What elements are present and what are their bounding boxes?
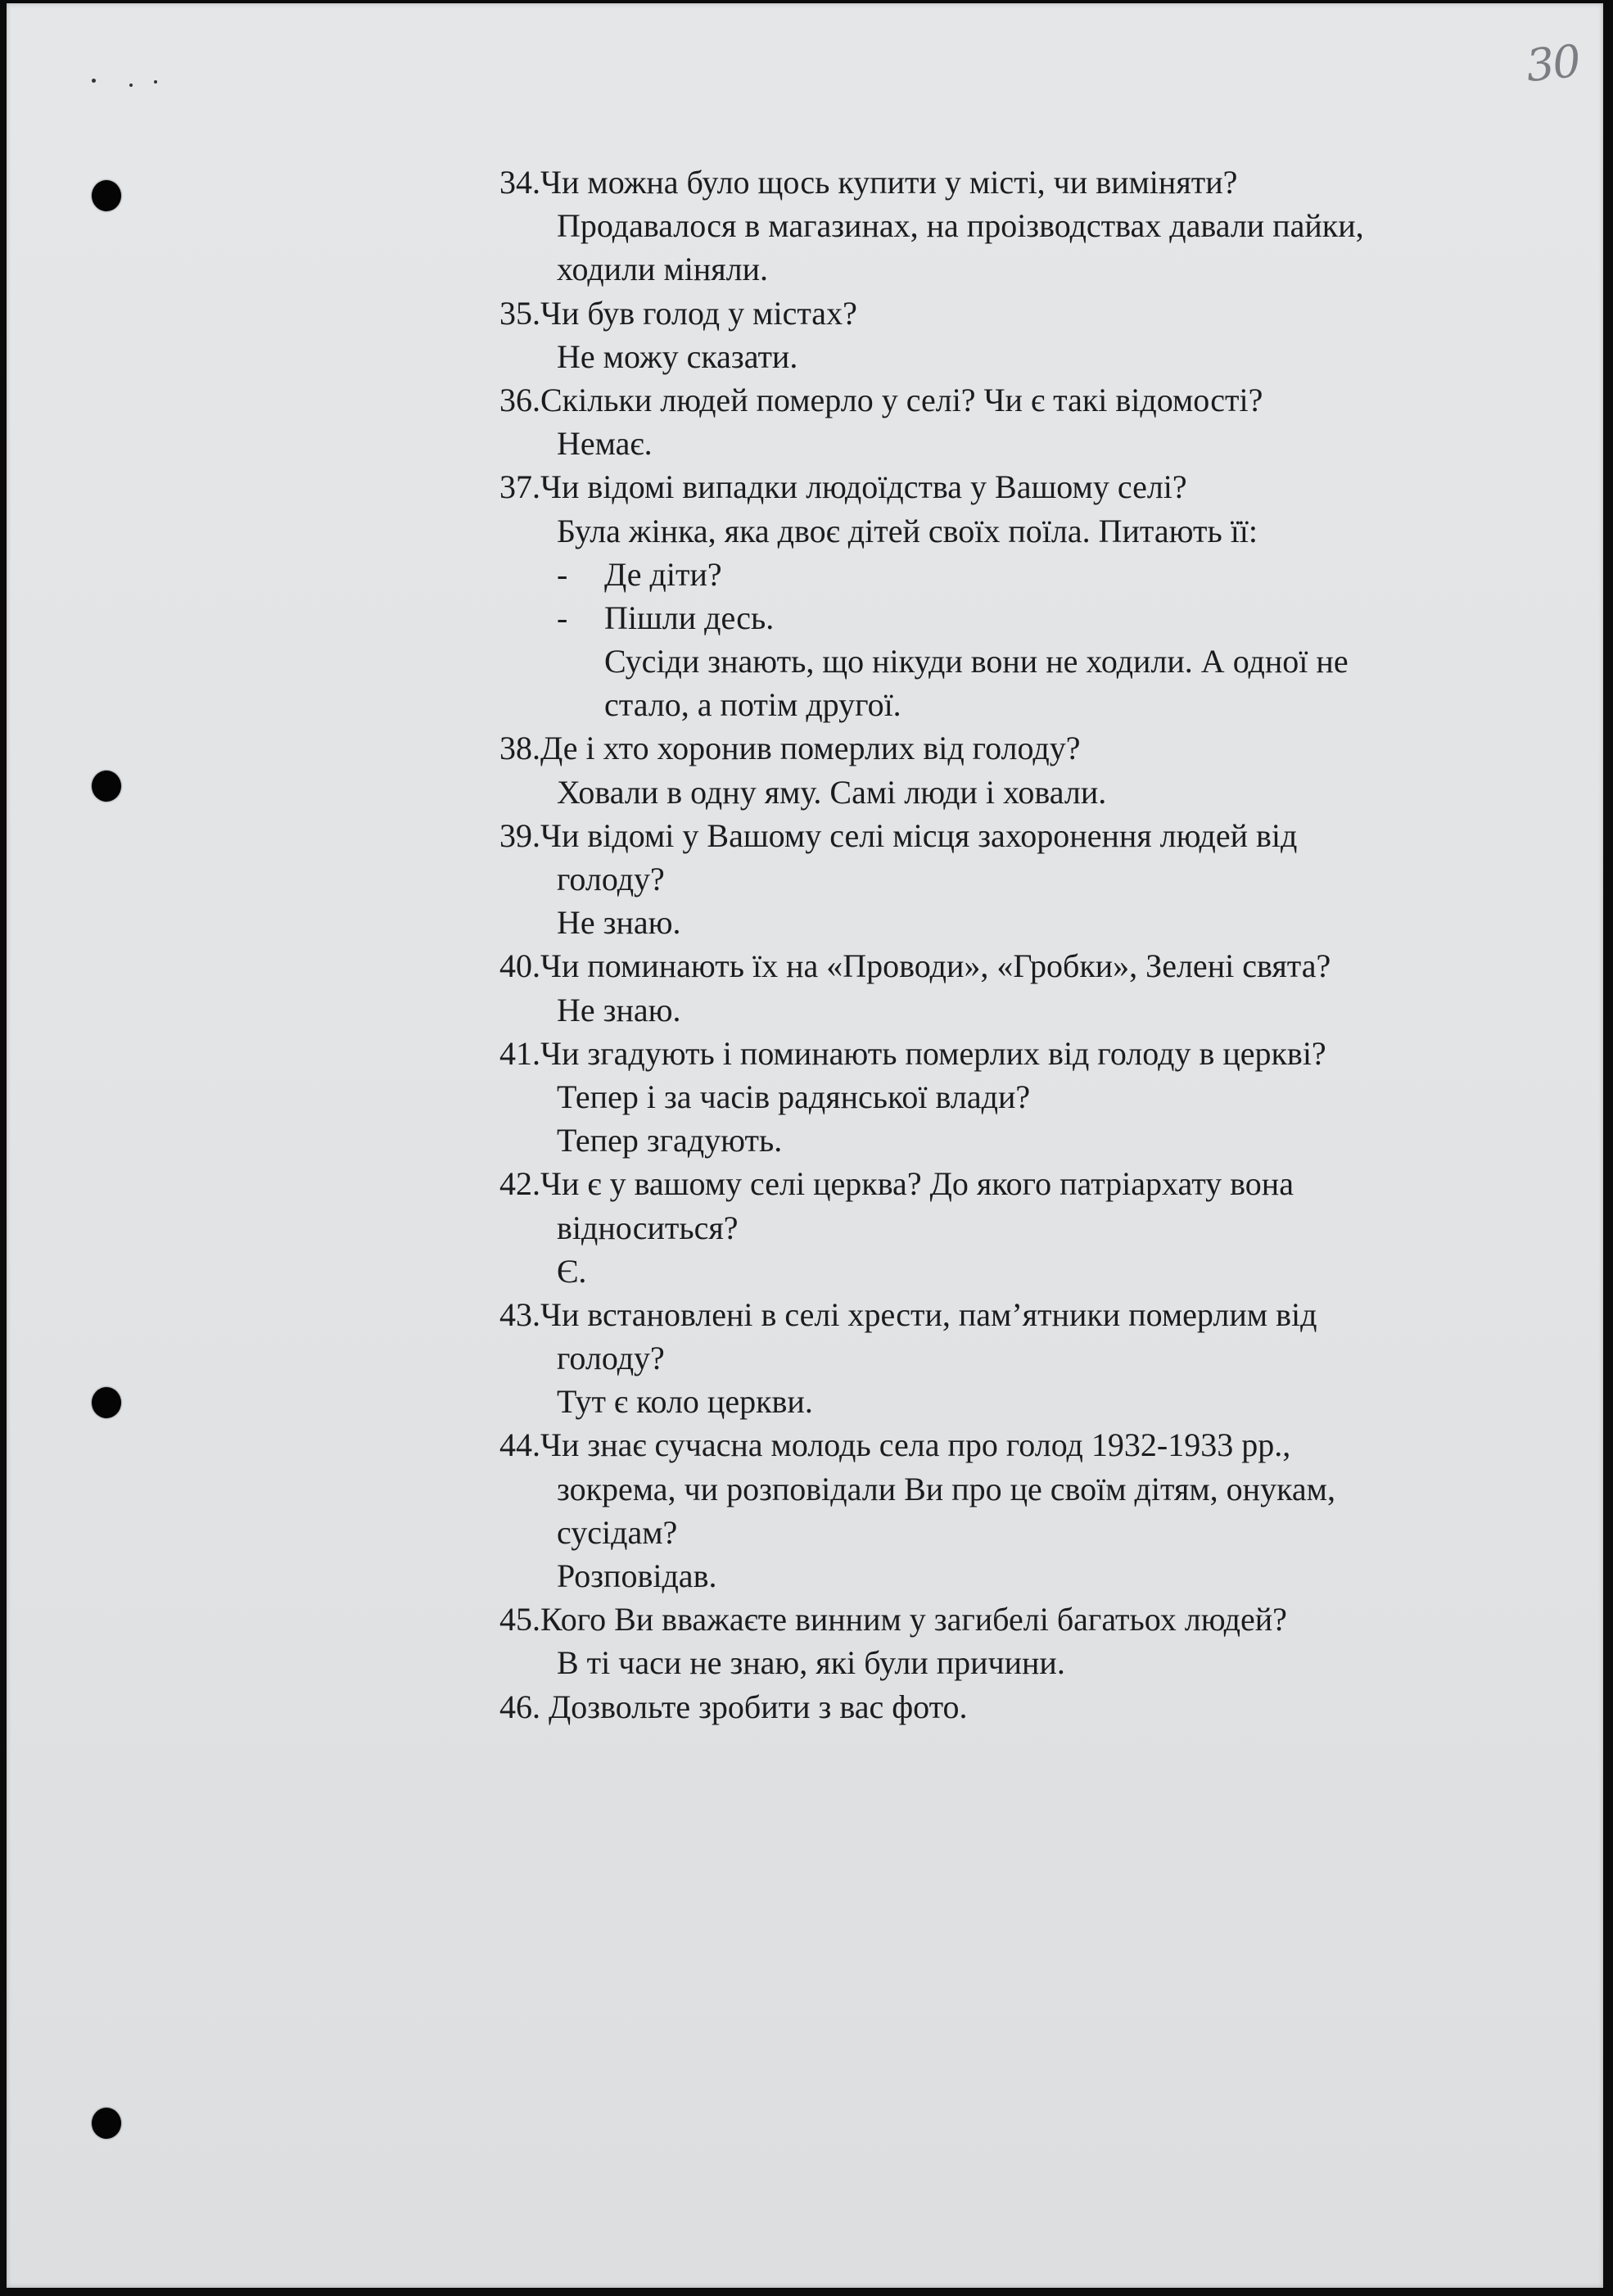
line-text: Де діти?	[604, 555, 722, 593]
answer-line	[499, 1467, 1564, 1511]
line-text: відноситься?	[557, 1209, 739, 1246]
line-text: Чи встановлені в селі хрести, пам’ятники померлим від	[540, 1295, 1317, 1333]
answer-line	[499, 1119, 1564, 1162]
line-text: Продавалося в магазинах, на проізводствах давали пайки,	[557, 207, 1364, 245]
line-text: Скільки людей померло у селі? Чи є такі відомості?	[540, 381, 1263, 418]
line-text: ходили міняли.	[557, 251, 769, 288]
question-number: 37.	[499, 468, 540, 506]
line-text: Де і хто хоронив померлих від голоду?	[540, 730, 1081, 767]
question-line	[499, 378, 1564, 422]
question-line	[499, 1162, 1564, 1205]
line-text: Не можу сказати.	[557, 337, 798, 375]
question-line	[499, 465, 1564, 508]
line-text: Розповідав.	[557, 1557, 717, 1594]
question-number: 44.	[499, 1426, 540, 1464]
question-line	[499, 1293, 1564, 1336]
answer-line	[499, 1380, 1564, 1423]
answer-line	[499, 1336, 1564, 1380]
line-text: Не знаю.	[557, 991, 681, 1028]
dialogue-line	[499, 596, 1564, 640]
punch-hole	[92, 180, 121, 211]
question-number: 34.	[499, 164, 540, 201]
answer-line	[499, 204, 1564, 247]
question-number: 38.	[499, 730, 540, 767]
punch-hole	[92, 771, 121, 802]
punch-hole	[92, 2108, 121, 2139]
narrative-line	[499, 683, 1564, 726]
line-text: Тут є коло церкви.	[557, 1383, 813, 1421]
line-text: зокрема, чи розповідали Ви про це своїм дітям, онукам,	[557, 1470, 1335, 1507]
question-line	[499, 726, 1564, 770]
answer-line	[499, 1554, 1564, 1598]
question-number: 42.	[499, 1165, 540, 1203]
answer-line	[499, 1641, 1564, 1684]
answer-line	[499, 1075, 1564, 1119]
question-number: 41.	[499, 1034, 540, 1072]
line-text: Чи відомі випадки людоїдства у Вашому селі?	[540, 468, 1187, 506]
line-text: голоду?	[557, 1340, 665, 1377]
dialogue-dash: -	[557, 555, 568, 593]
line-text: Пішли десь.	[604, 599, 775, 636]
answer-line	[499, 422, 1564, 465]
question-number: 40.	[499, 947, 540, 985]
answer-line	[499, 771, 1564, 814]
question-number: 45.	[499, 1601, 540, 1638]
answer-line	[499, 988, 1564, 1032]
question-number: 43.	[499, 1295, 540, 1333]
handwritten-page-number: 30	[1523, 34, 1582, 93]
ink-speck	[129, 84, 133, 87]
line-text: В ті часи не знаю, які були причини.	[557, 1644, 1065, 1682]
dialogue-dash: -	[557, 599, 568, 636]
question-number: 36.	[499, 381, 540, 418]
answer-line	[499, 509, 1564, 553]
question-line	[499, 1685, 1564, 1729]
ink-speck	[154, 80, 157, 84]
line-text: Чи поминають їх на «Проводи», «Гробки», Зелені свята?	[540, 947, 1331, 985]
question-line	[499, 1423, 1564, 1467]
line-text: Дозвольте зробити з вас фото.	[540, 1688, 968, 1725]
line-text: Є.	[557, 1252, 587, 1290]
question-line	[499, 292, 1564, 335]
answer-line	[499, 247, 1564, 291]
line-text: Чи можна було щось купити у місті, чи виміняти?	[540, 164, 1238, 201]
narrative-line	[499, 640, 1564, 683]
ink-speck	[92, 79, 96, 83]
line-text: Сусіди знають, що нікуди вони не ходили. А одної не	[604, 643, 1349, 680]
dialogue-line	[499, 553, 1564, 596]
line-text: Чи був голод у містах?	[540, 294, 857, 332]
question-line	[499, 944, 1564, 988]
question-number: 35.	[499, 294, 540, 332]
line-text: Чи відомі у Вашому селі місця захоронення людей від	[540, 816, 1298, 854]
line-text: Не знаю.	[557, 904, 681, 942]
line-text: Чи знає сучасна молодь села про голод 1932-1933 рр.,	[540, 1426, 1291, 1464]
line-text: Ховали в одну яму. Самі люди і ховали.	[557, 773, 1107, 811]
line-text: стало, а потім другої.	[604, 686, 901, 724]
line-text: голоду?	[557, 861, 665, 897]
question-line	[499, 1032, 1564, 1075]
answer-line	[499, 1250, 1564, 1293]
answer-line	[499, 857, 1564, 901]
line-text: сусідам?	[557, 1513, 678, 1551]
question-number: 39.	[499, 816, 540, 854]
question-line	[499, 1598, 1564, 1641]
question-line	[499, 814, 1564, 857]
line-text: Тепер згадують.	[557, 1122, 783, 1159]
punch-hole	[92, 1387, 121, 1418]
line-text: Тепер і за часів радянської влади?	[557, 1078, 1031, 1115]
answer-line	[499, 335, 1564, 378]
line-text: Чи є у вашому селі церква? До якого патріархату вона	[540, 1165, 1294, 1203]
question-line	[499, 160, 1564, 204]
question-number: 46.	[499, 1688, 540, 1725]
line-text: Була жінка, яка двоє дітей своїх поїла. Питають її:	[557, 512, 1258, 549]
questionnaire-text	[499, 160, 1564, 1729]
answer-line	[499, 901, 1564, 944]
answer-line	[499, 1511, 1564, 1554]
line-text: Чи згадують і поминають померлих від голоду в церкві?	[540, 1034, 1326, 1072]
line-text: Кого Ви вважаєте винним у загибелі багатьох людей?	[540, 1601, 1287, 1638]
line-text: Немає.	[557, 425, 653, 463]
answer-line	[499, 1206, 1564, 1250]
